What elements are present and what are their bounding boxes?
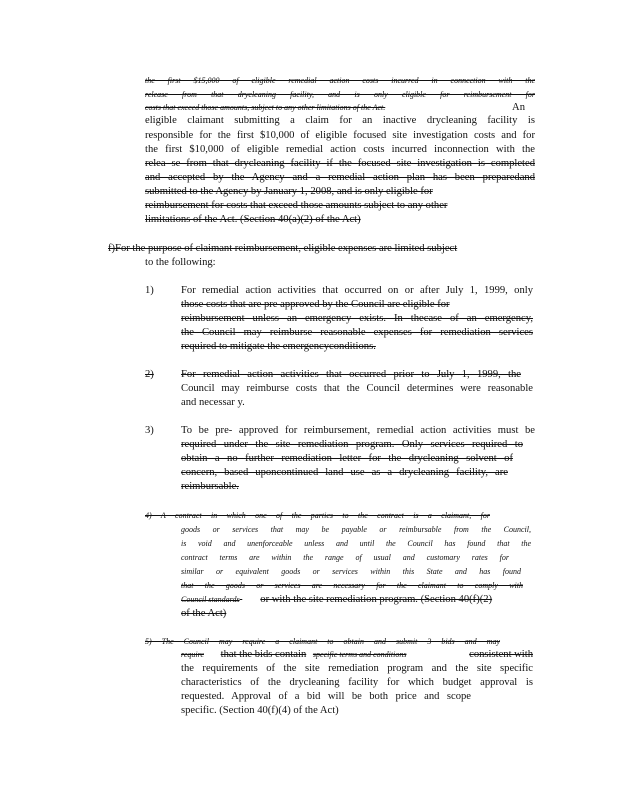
item-3-line-4: concern, based uponcontinued land use as a drycleaning facility, are [181,467,508,478]
item-2-line-2: Council may reimburse costs that the Council determines were reasonable [181,383,533,394]
item-1-line-2: those costs that are pre approved by the Council are eligible for [181,299,450,310]
block-a-line-7: relea se from that drycleaning facility if the focused site investigation is completed [145,158,535,169]
item-1-line-5: required to mitigate the emergencyconditions. [181,341,376,352]
block-a-line-4: eligible claimant submitting a claim for an inactive drycleaning facility is [145,115,535,126]
item-3-line-2: required under the site remediation program. Only services required to [181,439,523,450]
section-f-line-1: f)For the purpose of claimant reimbursement, eligible expenses are limited subject [108,243,458,254]
block-a-line-3 [145,101,535,114]
item-4-line-7 [181,593,492,606]
block-a-line-6: the first $10,000 of eligible remedial action costs incurred inconnection with the [145,144,535,155]
item-5-line-6: specific. (Section 40(f)(4) of the Act) [181,705,339,716]
item-4-line-5: similar or equivalent goods or services within this State and has found [181,567,521,576]
item-3-line-3: obtain a no further remediation letter for the drycleaning solvent of [181,453,513,464]
item-5-line-3: the requirements of the site remediation program and the site specific [181,663,533,674]
item-4-line-3: is void and unenforceable unless and until the Council has found that the [181,539,531,548]
item-5-line-1: 5) The Council may require a claimant to obtain and submit 3 bids and may [145,637,500,646]
block-a-line-3-struck: costs that exceed those amounts, subject to any other limitations of the Act. [145,103,386,112]
item-1-line-3: reimbursement unless an emergency exists. In thecase of an emergency, [181,313,533,324]
item-3-number: 3) [145,425,154,436]
item-3-line-1: To be pre- approved for reimbursement, remedial action activities must be [181,425,535,436]
block-a-line-9: submitted to the Agency by January 1, 2008, and is only eligible for [145,186,433,197]
block-a-line-10: reimbursement for costs that exceed those amounts subject to any other [145,200,448,211]
item-5-line-4: characteristics of the drycleaning facility for which budget approval is [181,677,533,688]
item-3-line-5: reimbursable. [181,481,239,492]
section-f-line-2: to the following: [145,257,216,268]
item-4-line-7-italic: Council standards [181,595,240,604]
item-4-line-2: goods or services that may be payable or reimbursable from the Council, [181,525,531,534]
item-1-number: 1) [145,285,154,296]
block-a-line-3-tail: An [512,102,525,113]
block-a-line-5: responsible for the first $10,000 of eligible focused site investigation costs and for [145,130,535,141]
item-4-line-8: of the Act) [181,608,227,619]
block-a-line-1: the first $15,000 of eligible remedial action costs incurred in connection with the [145,76,535,85]
block-a-line-11: limitations of the Act. (Section 40(a)(2) of the Act) [145,214,361,225]
item-2-number: 2) [145,369,154,380]
item-4-line-4: contract terms are within the range of usual and customary rates for [181,553,509,562]
item-5-line-2-italic: require [181,650,204,659]
item-1-line-4: the Council may reimburse reasonable expenses for remediation services [181,327,533,338]
item-5-line-2-mid: that the bids contain [220,649,307,660]
item-2-line-1: For remedial action activities that occurred prior to July 1, 1999, the [181,369,521,380]
item-1-line-1: For remedial action activities that occurred on or after July 1, 1999, only [181,285,533,296]
item-2-line-3: and necessar y. [181,397,245,408]
block-a-line-2: release from that drycleaning facility, and is only eligible for reimbursement for [145,90,535,99]
item-5-line-2-italic-2: specific terms and conditions [312,650,407,659]
item-5-line-2 [181,648,533,661]
item-5-line-5: requested. Approval of a bid will be both price and scope [181,691,471,702]
item-5-line-2-rest: consistent with [469,649,533,660]
item-4-line-1: 4) A contract in which one of the parties to the contract is a claimant, for [145,511,490,520]
item-4-line-7-rest: or with the site remediation program. (Section 40(f)(2) [260,594,493,605]
block-a-line-8: and accepted by the Agency and a remedial action plan has been preparedand [145,172,535,183]
item-4-line-6: that the goods or services are necessary for the claimant to comply with [181,581,523,590]
